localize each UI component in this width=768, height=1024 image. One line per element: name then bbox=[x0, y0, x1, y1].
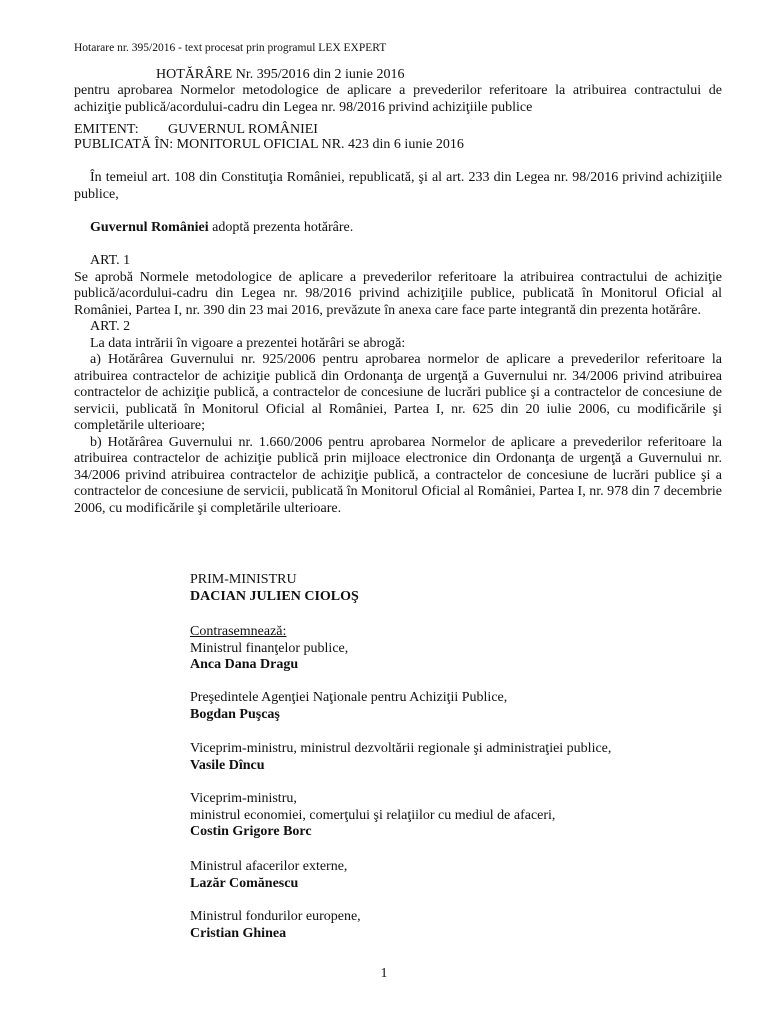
signatory-block bbox=[190, 909, 361, 942]
signatory-name: Costin Grigore Borc bbox=[190, 824, 312, 839]
document-title: HOTĂRÂRE Nr. 395/2016 din 2 iunie 2016 bbox=[156, 67, 405, 82]
articles bbox=[74, 253, 722, 517]
signatory-name: Bogdan Puşcaş bbox=[190, 706, 280, 722]
signatory-name: Vasile Dîncu bbox=[190, 757, 265, 773]
art2-item-a: a) Hotărârea Guvernului nr. 925/2006 pentru aprobarea normelor de aplicare a prevederilor referitoare la atribuirea contractelor de achiziţie publică din Ordonanţa de urgenţă a Guvernului nr. 34/2006 privind atribuirea contractelor de achiziţie publică, a contractelor de concesiune de lucrări publice şi a contractelor de concesiune de servicii, publicată în Monitorul Oficial al României, Partea I, nr. 625 din 20 iulie 2006, cu modificările şi completările ulterioare; bbox=[74, 352, 722, 433]
signatory-name: Anca Dana Dragu bbox=[190, 657, 299, 672]
signatory-block bbox=[190, 690, 507, 723]
pm-title: PRIM-MINISTRU bbox=[190, 572, 297, 587]
signatory-name: Lazăr Comănescu bbox=[190, 875, 299, 891]
signatory-role: Viceprim-ministru, ministrul dezvoltării regionale şi administraţiei publice, bbox=[190, 741, 612, 756]
pm-name: DACIAN JULIEN CIOLOŞ bbox=[190, 588, 359, 604]
art1-heading: ART. 1 bbox=[90, 253, 131, 268]
page-number: 1 bbox=[380, 966, 388, 981]
signatory-role: Preşedintele Agenţiei Naţionale pentru Achiziţii Publice, bbox=[190, 690, 508, 705]
prime-minister-block bbox=[190, 572, 359, 605]
publication-line: PUBLICATĂ ÎN: MONITORUL OFICIAL NR. 423 din 6 iunie 2016 bbox=[74, 137, 464, 152]
emitent-value: GUVERNUL ROMÂNIEI bbox=[168, 122, 318, 137]
adoption-government: Guvernul României bbox=[90, 220, 209, 235]
adoption-statement bbox=[74, 220, 722, 237]
art2-item-b: b) Hotărârea Guvernului nr. 1.660/2006 pentru aprobarea Normelor de aplicare a prevederilor referitoare la atribuirea contractelor de achiziţie publică prin mijloace electronice din Ordonanţa de urgenţă a Guvernului nr. 34/2006 privind atribuirea contractelor de achiziţie publică, a contractelor de concesiune de lucrări publice şi a contractelor de concesiune de servicii, publicată în Monitorul Oficial al României, Partea I, nr. 978 din 7 decembrie 2006, cu modificările şi completările ulterioare. bbox=[74, 434, 722, 516]
signatory-block bbox=[190, 791, 555, 841]
art2-intro: La data intrării în vigoare a prezentei hotărâri se abrogă: bbox=[90, 335, 406, 351]
emitent-line bbox=[74, 122, 318, 138]
signatory-role: Ministrul fondurilor europene, bbox=[190, 909, 361, 924]
signatory-name: Cristian Ghinea bbox=[190, 925, 287, 941]
signatory-block bbox=[190, 741, 611, 774]
adoption-text: adoptă prezenta hotărâre. bbox=[208, 220, 354, 235]
signatory-role: Ministrul afacerilor externe, bbox=[190, 859, 348, 874]
signatory-role: Viceprim-ministru, bbox=[190, 791, 297, 806]
art2-heading: ART. 2 bbox=[90, 319, 131, 334]
signatory-role-2: ministrul economiei, comerţului şi relaţiilor cu mediul de afaceri, bbox=[190, 807, 556, 823]
running-header: Hotarare nr. 395/2016 - text procesat prin programul LEX EXPERT bbox=[74, 42, 387, 54]
preamble: În temeiul art. 108 din Constituţia României, republicată, şi al art. 233 din Legea nr. 98/2016 privind achiziţiile publice, bbox=[74, 170, 722, 202]
countersign-block bbox=[190, 624, 348, 674]
document-subject: pentru aprobarea Normelor metodologice de aplicare a prevederilor referitoare la atribuirea contractului de achiziţie publică/acordului-cadru din Legea nr. 98/2016 privind achiziţiile publice bbox=[74, 83, 722, 115]
emitent-label: EMITENT: bbox=[74, 122, 139, 137]
countersign-label: Contrasemnează: bbox=[190, 624, 287, 639]
art1-text: Se aprobă Normele metodologice de aplicare a prevederilor referitoare la atribuirea contractului de achiziţie publică/acordului-cadru din Legea nr. 98/2016 privind achiziţiile publice, publicată în Monitorul Oficial al României, Partea I, nr. 390 din 23 mai 2016, prevăzute în anexa care face parte integrantă din prezenta hotărâre. bbox=[74, 269, 722, 318]
signatory-block bbox=[190, 859, 347, 892]
signatory-role: Ministrul finanţelor publice, bbox=[190, 640, 349, 656]
